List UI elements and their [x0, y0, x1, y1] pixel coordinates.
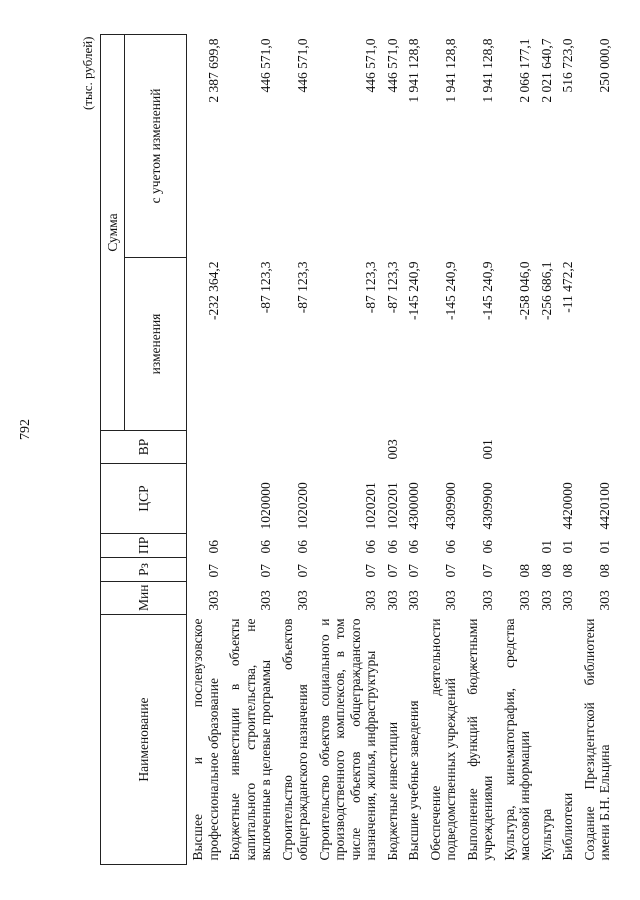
row-pr: 06	[205, 540, 221, 554]
row-name: Строительство объектов общегражданского назначения	[279, 618, 311, 861]
row-change: -87 123,3	[363, 261, 379, 314]
row-rz: 07	[258, 564, 274, 578]
units-label: (тыс. рублей)	[80, 36, 95, 110]
row-csr: 1020201	[384, 482, 400, 530]
row-csr: 4309900	[480, 482, 496, 530]
row-min: 303	[363, 590, 379, 611]
row-vr	[314, 431, 382, 464]
row-csr	[499, 464, 536, 534]
table-row	[462, 34, 499, 864]
row-name: Бюджетные инвестиции	[384, 721, 400, 861]
row-vr	[499, 431, 536, 464]
row-total: 2 066 177,1	[517, 38, 533, 103]
table-row	[425, 34, 462, 864]
row-total: 516 723,0	[560, 38, 576, 93]
row-pr: 06	[480, 540, 496, 554]
row-name: Обеспечение деятельности подведомственных учреждений	[427, 618, 459, 861]
row-min: 303	[480, 590, 496, 611]
row-rz: 08	[517, 564, 533, 578]
row-rz: 07	[295, 564, 311, 578]
row-vr	[403, 431, 425, 464]
table-row	[499, 34, 536, 864]
row-pr: 06	[258, 540, 274, 554]
row-rz: 08	[560, 564, 576, 578]
row-total: 1 941 128,8	[443, 38, 459, 103]
row-min: 303	[517, 590, 533, 611]
row-change: -145 240,9	[443, 261, 459, 320]
row-change: -11 472,2	[560, 261, 576, 313]
row-total: 2 021 640,7	[538, 38, 554, 103]
row-pr: 06	[295, 540, 311, 554]
row-csr: 4420100	[597, 482, 613, 530]
page-number: 792	[18, 419, 33, 440]
row-change: -87 123,3	[384, 261, 400, 314]
header-min: Мин	[101, 582, 187, 615]
row-vr	[536, 431, 558, 464]
budget-table	[100, 34, 616, 865]
table-body	[187, 34, 616, 864]
row-min: 303	[560, 590, 576, 611]
table-row	[403, 34, 425, 864]
header-changes: изменения	[125, 258, 187, 431]
table-row	[536, 34, 558, 864]
row-vr	[579, 431, 616, 464]
row-vr	[557, 431, 579, 464]
row-change: -87 123,3	[258, 261, 274, 314]
row-min: 303	[384, 590, 400, 611]
row-name: Высшие учебные заведения	[406, 700, 422, 861]
row-pr: 06	[443, 540, 459, 554]
row-name: Бюджетные инвестиции в объекты капитального строительства, не включенные в целевые программы	[227, 618, 274, 861]
row-min: 303	[295, 590, 311, 611]
row-rz: 08	[538, 564, 554, 578]
row-pr: 06	[363, 540, 379, 554]
row-min: 303	[597, 590, 613, 611]
row-vr	[224, 431, 277, 464]
row-total: 446 571,0	[363, 38, 379, 93]
row-pr: 06	[384, 540, 400, 554]
table-row	[382, 34, 404, 864]
header-name: Наименование	[101, 615, 187, 865]
row-total: 446 571,0	[295, 38, 311, 93]
row-name: Создание Президентской библиотеки имени Б.Н. Ельцина	[581, 618, 613, 861]
row-name: Библиотеки	[560, 792, 576, 861]
row-rz: 07	[406, 564, 422, 578]
table-header	[101, 34, 187, 864]
table-row	[187, 34, 225, 864]
header-vr: ВР	[101, 431, 187, 464]
row-min: 303	[258, 590, 274, 611]
row-rz: 07	[205, 564, 221, 578]
row-rz: 07	[480, 564, 496, 578]
row-total: 1 941 128,8	[406, 38, 422, 103]
row-name: Культура	[538, 808, 554, 861]
row-min: 303	[205, 590, 221, 611]
header-csr: ЦСР	[101, 464, 187, 534]
row-csr	[187, 464, 225, 534]
header-sum: Сумма	[101, 34, 125, 430]
row-csr: 4300000	[406, 482, 422, 530]
row-name: Выполнение функций бюджетными учреждениями	[464, 618, 496, 861]
row-change: -256 686,1	[538, 261, 554, 320]
row-vr	[187, 431, 225, 464]
row-vr: 003	[384, 439, 400, 460]
rotated-page	[100, 35, 613, 865]
row-change: -145 240,9	[480, 261, 496, 320]
row-rz: 07	[443, 564, 459, 578]
row-total: 1 941 128,8	[480, 38, 496, 103]
header-rz: Рз	[101, 558, 187, 582]
row-change	[579, 258, 616, 431]
table-row	[277, 34, 314, 864]
row-total: 446 571,0	[258, 38, 274, 93]
row-min: 303	[443, 590, 459, 611]
row-pr: 01	[560, 540, 576, 554]
row-csr: 1020000	[258, 482, 274, 530]
row-total: 2 387 699,8	[205, 38, 221, 103]
row-change: -258 046,0	[517, 261, 533, 320]
table-row	[579, 34, 616, 864]
table-row	[557, 34, 579, 864]
row-rz: 08	[597, 564, 613, 578]
row-pr: 01	[538, 540, 554, 554]
row-min: 303	[406, 590, 422, 611]
row-name: Высшее и послевузовское профессиональное образование	[190, 618, 221, 861]
row-min: 303	[538, 590, 554, 611]
row-change: -232 364,2	[205, 261, 221, 320]
row-rz: 07	[363, 564, 379, 578]
row-vr	[277, 431, 314, 464]
row-name: Культура, кинематография, средства массовой информации	[501, 618, 533, 861]
header-pr: ПР	[101, 534, 187, 558]
row-pr: 06	[406, 540, 422, 554]
row-csr: 4420000	[560, 482, 576, 530]
header-with-changes: с учетом изменений	[125, 34, 187, 257]
row-csr: 1020200	[295, 482, 311, 530]
row-name: Строительство объектов социального и производственного комплексов, в том числе объектов общегражданского назначения, жилья, инфраструктуры	[316, 618, 379, 861]
row-csr	[536, 464, 558, 534]
table-row	[224, 34, 277, 864]
row-total: 446 571,0	[384, 38, 400, 93]
row-vr	[425, 431, 462, 464]
row-csr: 1020201	[363, 482, 379, 530]
row-change: -145 240,9	[406, 261, 422, 320]
row-total: 250 000,0	[597, 38, 613, 93]
row-vr: 001	[480, 439, 496, 460]
table-row	[314, 34, 382, 864]
row-csr: 4309900	[443, 482, 459, 530]
row-rz: 07	[384, 564, 400, 578]
row-change: -87 123,3	[295, 261, 311, 314]
row-pr	[499, 534, 536, 558]
row-pr: 01	[597, 540, 613, 554]
